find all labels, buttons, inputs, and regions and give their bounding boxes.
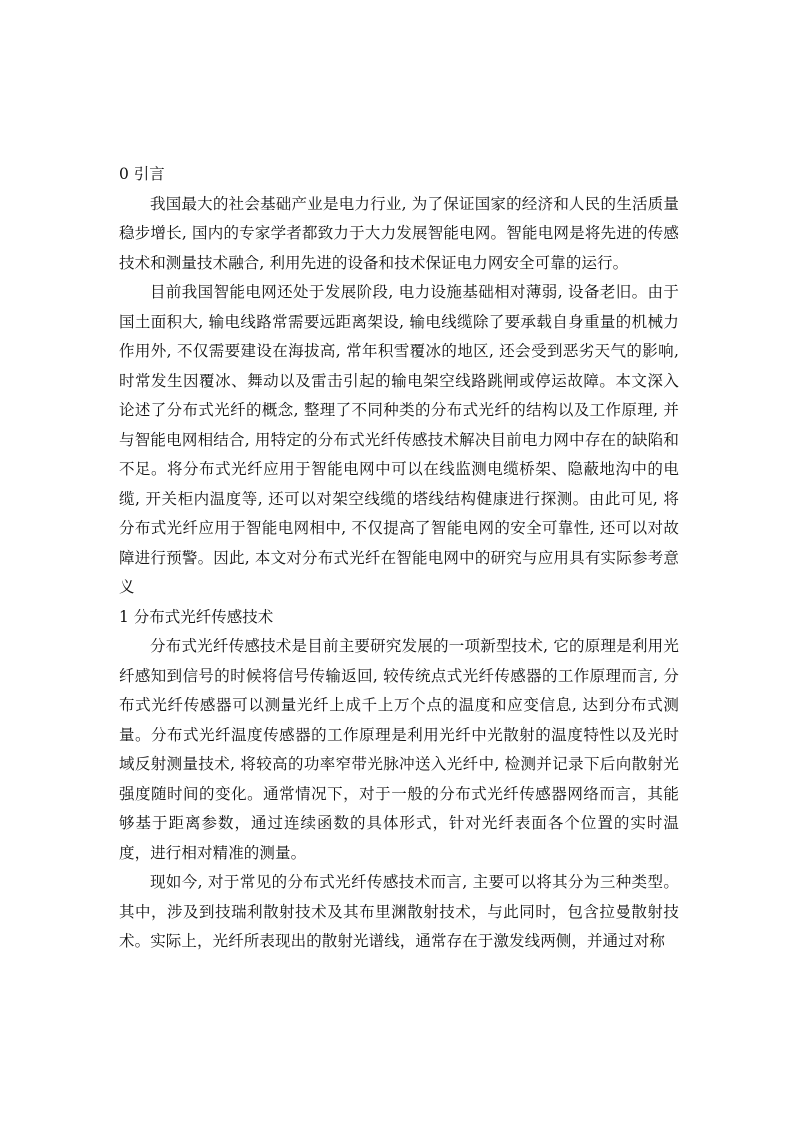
paragraph: 现如今, 对于常见的分布式光纤传感技术而言, 主要可以将其分为三种类型。其中，涉及到技瑞利散射技术及其布里渊散射技术，与此同时，包含拉曼散射技术。实际上，光纤所表现出的散射光谱线，通常存在于激发线两侧，并通过对称 xyxy=(119,873,679,950)
document-body xyxy=(119,160,679,957)
section-distributed-fiber-sensing xyxy=(119,603,679,957)
paragraph: 我国最大的社会基础产业是电力行业, 为了保证国家的经济和人民的生活质量稳步增长, 国内的专家学者都致力于大力发展智能电网。智能电网是将先进的传感技术和测量技术融合, 利用先进的设备和技术保证电力网安全可靠的运行。 xyxy=(119,194,679,272)
section-introduction xyxy=(119,160,679,603)
paragraph: 分布式光纤传感技术是目前主要研究发展的一项新型技术, 它的原理是利用光纤感知到信号的时候将信号传输返回, 较传统点式光纤传感器的工作原理而言, 分布式光纤传感器可以测量光纤上成千上万个点的温度和应变信息, 达到分布式测量。分布式光纤温度传感器的工作原理是利用光纤中光散射的温度特性以及光时域反射测量技术, 将较高的功率窄带光脉冲送入光纤中, 检测并记录下后向散射光强度随时间的变化。通常情况下，对于一般的分布式光纤传感器网络而言，其能够基于距离参数，通过连续函数的具体形式，针对光纤表面各个位置的实时温度，进行相对精准的测量。 xyxy=(119,637,679,862)
section-heading: 1 分布式光纤传感技术 xyxy=(119,607,274,626)
paragraph: 目前我国智能电网还处于发展阶段, 电力设施基础相对薄弱, 设备老旧。由于国土面积大, 输电线路常需要远距离架设, 输电线缆除了要承载自身重量的机械力作用外, 不仅需要建设在海拔高, 常年积雪覆冰的地区, 还会受到恶劣天气的影响, 时常发生因覆冰、舞动以及雷击引起的输电架空线路跳闸或停运故障。本文深入论述了分布式光纤的概念, 整理了不同种类的分布式光纤的结构以及工作原理, 并与智能电网相结合, 用特定的分布式光纤传感技术解决目前电力网中存在的缺陷和不足。将分布式光纤应用于智能电网中可以在线监测电缆桥架、隐蔽地沟中的电缆, 开关柜内温度等, 还可以对架空线缆的塔线结构健康进行探测。由此可见, 将分布式光纤应用于智能电网相中, 不仅提高了智能电网的安全可靠性, 还可以对故障进行预警。因此, 本文对分布式光纤在智能电网中的研究与应用具有实际参考意义 xyxy=(119,283,679,596)
section-heading: 0 引言 xyxy=(119,165,165,183)
